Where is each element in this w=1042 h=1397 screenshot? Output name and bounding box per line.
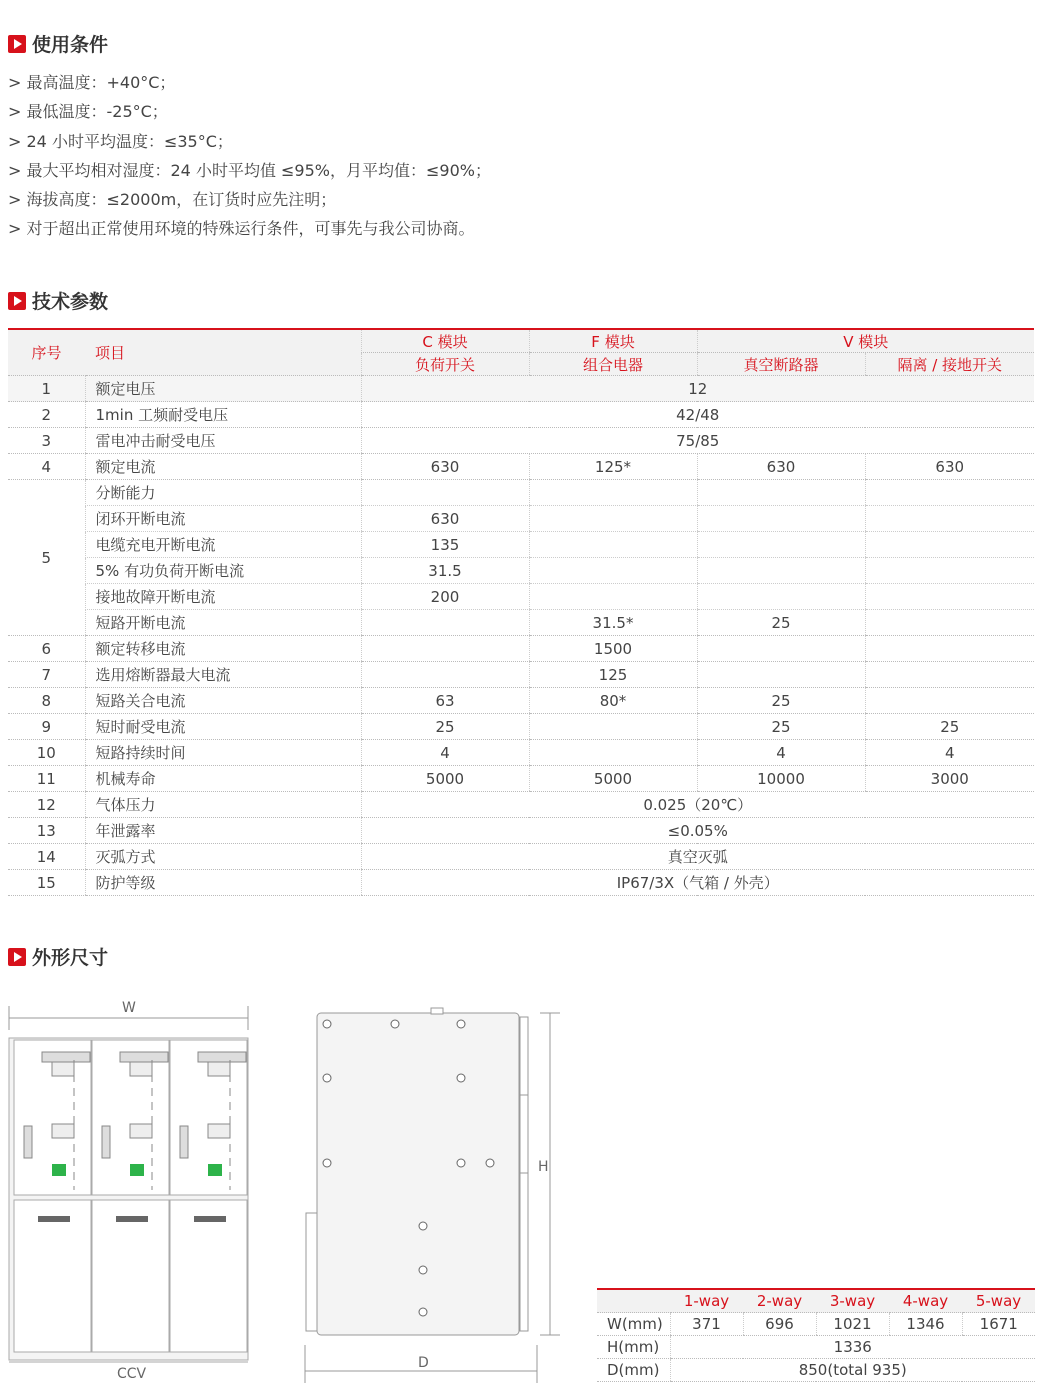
table-row: 接地故障开断电流 200 (8, 584, 1034, 610)
condition-item: > 最高温度：+40°C； (8, 73, 176, 92)
header-3-way: 3-way (816, 1289, 889, 1313)
header-v-sub1: 真空断路器 (697, 353, 865, 376)
table-row: 5 分断能力 (8, 480, 1034, 506)
condition-item: > 对于超出正常使用环境的特殊运行条件，可事先与我公司协商。 (8, 219, 475, 239)
table-row: 4 额定电流 630 125* 630 630 (8, 454, 1034, 480)
depth-label: D (418, 1355, 429, 1371)
table-row: 15 防护等级 IP67/3X（气箱 / 外壳） (8, 870, 1034, 896)
table-row: 电缆充电开断电流 135 (8, 532, 1034, 558)
table-row: 11 机械寿命 5000 5000 10000 3000 (8, 766, 1034, 792)
header-2-way: 2-way (743, 1289, 816, 1313)
table-row: D(mm) 850(total 935) (597, 1359, 1035, 1382)
play-marker-icon (8, 948, 26, 966)
condition-item: > 海拔高度：≤2000m，在订货时应先注明； (8, 190, 337, 210)
table-row: W(mm) 371 696 1021 1346 1671 (597, 1313, 1035, 1336)
front-caption: CCV (117, 1366, 147, 1382)
header-c-sub: 负荷开关 (361, 353, 529, 376)
table-row: 闭环开断电流 630 (8, 506, 1034, 532)
table-row: 10 短路持续时间 4 4 4 (8, 740, 1034, 766)
header-4-way: 4-way (889, 1289, 962, 1313)
front-view-drawing (8, 1000, 253, 1390)
table-row: 14 灭弧方式 真空灭弧 (8, 844, 1034, 870)
table-row: 1 额定电压 12 (8, 376, 1034, 402)
header-f-module: F 模块 (529, 329, 697, 353)
table-row: 12 气体压力 0.025（20℃） (8, 792, 1034, 818)
header-v-sub2: 隔离 / 接地开关 (865, 353, 1034, 376)
table-row: H(mm) 1336 (597, 1336, 1035, 1359)
play-marker-icon (8, 292, 26, 310)
table-row: 7 选用熔断器最大电流 125 (8, 662, 1034, 688)
table-row: 2 1min 工频耐受电压 42/48 (8, 402, 1034, 428)
condition-item: > 最大平均相对湿度：24 小时平均值 ≤95%，月平均值：≤90%； (8, 160, 491, 180)
section-title-tech: 技术参数 (8, 287, 108, 314)
width-label: W (122, 1000, 136, 1016)
table-row: 8 短路关合电流 63 80* 25 (8, 688, 1034, 714)
header-v-module: V 模块 (697, 329, 1034, 353)
side-view-drawing (300, 1005, 565, 1390)
header-no: 序号 (8, 329, 85, 376)
header-f-sub: 组合电器 (529, 353, 697, 376)
dimensions-table (597, 1288, 1035, 1382)
table-row: 3 雷电冲击耐受电压 75/85 (8, 428, 1034, 454)
header-1-way: 1-way (670, 1289, 743, 1313)
height-label: H (538, 1159, 549, 1175)
section-title-dims: 外形尺寸 (8, 943, 108, 970)
play-marker-icon (8, 35, 26, 53)
condition-item: > 最低温度：-25°C； (8, 102, 168, 122)
table-row: 6 额定转移电流 1500 (8, 636, 1034, 662)
table-row: 5% 有功负荷开断电流 31.5 (8, 558, 1034, 584)
table-row: 短路开断电流 31.5* 25 (8, 610, 1034, 636)
spec-table (8, 328, 1034, 896)
header-c-module: C 模块 (361, 329, 529, 353)
header-5-way: 5-way (962, 1289, 1035, 1313)
table-row: 9 短时耐受电流 25 25 25 (8, 714, 1034, 740)
conditions-list (8, 72, 491, 248)
section-title-conditions: 使用条件 (8, 30, 108, 57)
header-item: 项目 (85, 329, 361, 376)
table-row: 13 年泄露率 ≤0.05% (8, 818, 1034, 844)
condition-item: > 24 小时平均温度：≤35°C； (8, 131, 233, 151)
